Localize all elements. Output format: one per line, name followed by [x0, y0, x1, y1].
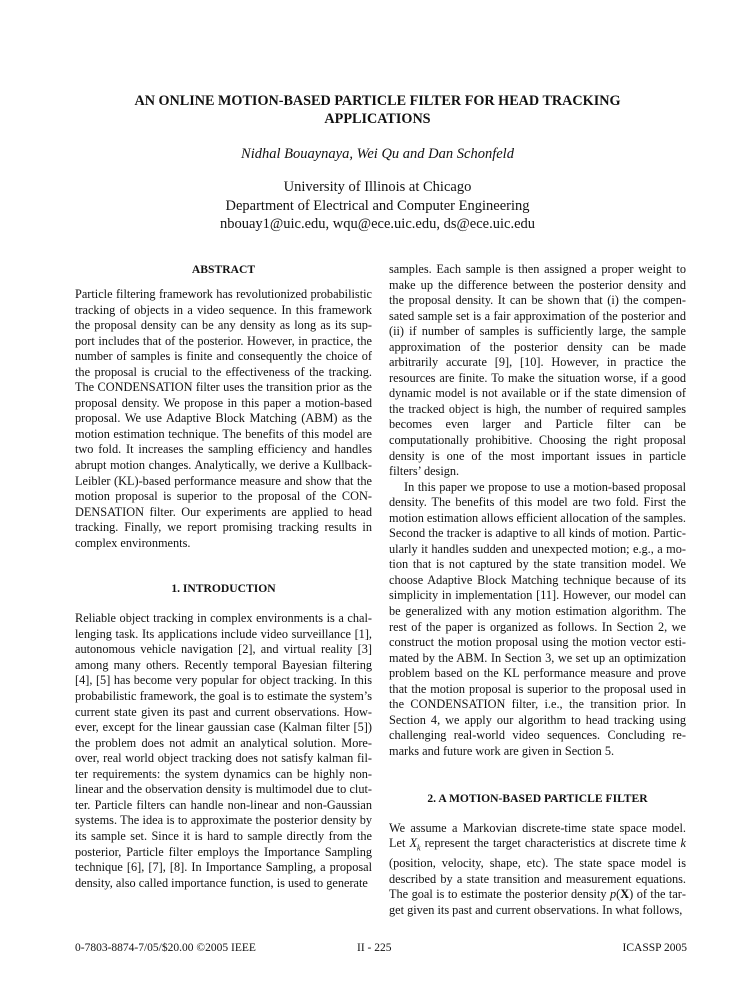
math-k: k: [680, 836, 686, 851]
introduction-paragraph-2: In this paper we propose to use a motion-based proposal density. The benefits of this model are two fold. First the motion estimation allows efficient allocation of the samples. Second the tracker is adaptive to all kinds of motion. Particularly it handles sudden and unexpected motion; e.g., a motion that is not captured by the state transition model. We choose Adaptive Block Matching technique because of its simplicity in implementation [11]. However, our model can be generalized with any motion estimation algorithm. The rest of the paper is organized as follows. In Section 2, we construct the motion proposal using the motion vector estimated by the ABM. In Section 3, we set up an optimization problem based on the KL performance measure and prove that the motion proposal is superior to the proposal used in the CONDENSATION filter, i.e., the transition prior. In Section 4, we apply our algorithm to head tracking using challenging real-world video sequences. Concluding remarks and future work are given in Section 5.: [389, 479, 686, 758]
math-px: [610, 887, 633, 901]
author-emails: nbouay1@uic.edu, wqu@ece.uic.edu, ds@ece.uic.edu: [219, 216, 536, 232]
introduction-paragraph-1-continued: samples. Each sample is then assigned a proper weight to make up the difference between the posterior density and the proposal density. It can be shown that (i) the compensated sample set is a fair approximation of the posterior and (ii) if number of samples is sufficiently large, the sample approximation of the posterior density can be made arbitrarily accurate [9], [10]. However, in practice the resources are finite. To make the situation worse, if a good dynamic model is not available or if the state dimension of the tracked object is high, the number of required samples becomes even larger and Particle filter can be computationally prohibitive. Choosing the right proposal density is one of the most important issues in particle filters’ design.: [389, 262, 686, 479]
abstract-text: Particle filtering framework has revolutionized probabilistic tracking of objects in a video sequence. In this framework the proposal density can be any density as long as its support includes that of the posterior. However, in practice, the number of samples is finite and consequently the choice of the proposal is crucial to the effectiveness of the tracking. The CONDENSATION filter uses the transition prior as the proposal density. We propose in this paper a motion-based proposal. We use Adaptive Block Matching (ABM) as the motion estimation technique. The benefits of this model are two fold. It increases the sampling efficiency and handles abrupt motion changes. Analytically, we derive a Kullback-Leibler (KL)-based performance measure and show that the motion proposal is superior to the proposal of the CONDENSATION filter. Our experiments are applied to head tracking. Finally, we report promising tracking results in complex environments.: [75, 287, 372, 550]
university: University of Illinois at Chicago: [283, 179, 472, 195]
affiliation: [60, 178, 695, 234]
math-symbol: X: [409, 836, 418, 851]
introduction-paragraph-1: Reliable object tracking in complex environments is a challenging task. Its applications include video surveillance [1], autonomous vehicle navigation [2], and virtual reality [3] among many others. Recently temporal Bayesian filtering [4], [5] has become very popular for object tracking. In this probabilistic framework, the goal is to estimate the system’s current state given its past and current observations. However, except for the linear gaussian case (Kalman filter [5]) the problem does not admit an analytical solution. Moreover, real world object tracking does not satisfy kalman filter requirements: the system dynamics can be highly nonlinear and the observation density is multimodel due to clutter. Particle filters can handle non-linear and non-Gaussian systems. The idea is to approximate the posterior density by its sample set. Since it is hard to sample directly from the posterior, Particle filter employs the Importance Sampling technique [6], [7], [8]. In Importance Sampling, a proposal density, also called importance function, is used to generate: [75, 611, 372, 890]
abstract-heading: ABSTRACT: [191, 263, 256, 276]
math-symbol: X: [620, 887, 630, 902]
authors: Nidhal Bouaynaya, Wei Qu and Dan Schonfeld: [241, 146, 514, 162]
math-subscript: k: [417, 843, 421, 853]
footer-copyright: 0-7803-8874-7/05/$20.00 ©2005 IEEE: [75, 942, 256, 954]
text: of the target given its past and current observations. In what follows,: [389, 887, 686, 917]
title-line-2: APPLICATIONS: [324, 111, 431, 127]
section-2-heading: 2. A MOTION-BASED PARTICLE FILTER: [427, 791, 648, 805]
footer-page-number: II - 225: [357, 942, 392, 954]
introduction-heading: 1. INTRODUCTION: [171, 582, 276, 596]
department: Department of Electrical and Computer Engineering: [225, 197, 530, 214]
math-paren: (: [616, 887, 621, 902]
paper-title: [60, 92, 695, 128]
title-line-1: AN ONLINE MOTION-BASED PARTICLE FILTER FOR HEAD TRACKING: [134, 93, 621, 109]
footer-conference: ICASSP 2005: [622, 942, 687, 954]
right-column: [389, 262, 686, 918]
math-xk: [409, 836, 421, 853]
text: We assume a Markovian discrete-time state space model. Let: [389, 820, 686, 851]
left-column: [75, 262, 372, 891]
text: (position, velocity, shape, etc). The state space model is described by a state transition and measurement equations. The goal is to estimate the posterior density: [389, 856, 686, 902]
section-2-paragraph: [389, 821, 686, 919]
math-paren: ): [629, 887, 634, 902]
text: represent the target characteristics at discrete time: [420, 836, 681, 851]
math-symbol: p: [609, 887, 617, 902]
